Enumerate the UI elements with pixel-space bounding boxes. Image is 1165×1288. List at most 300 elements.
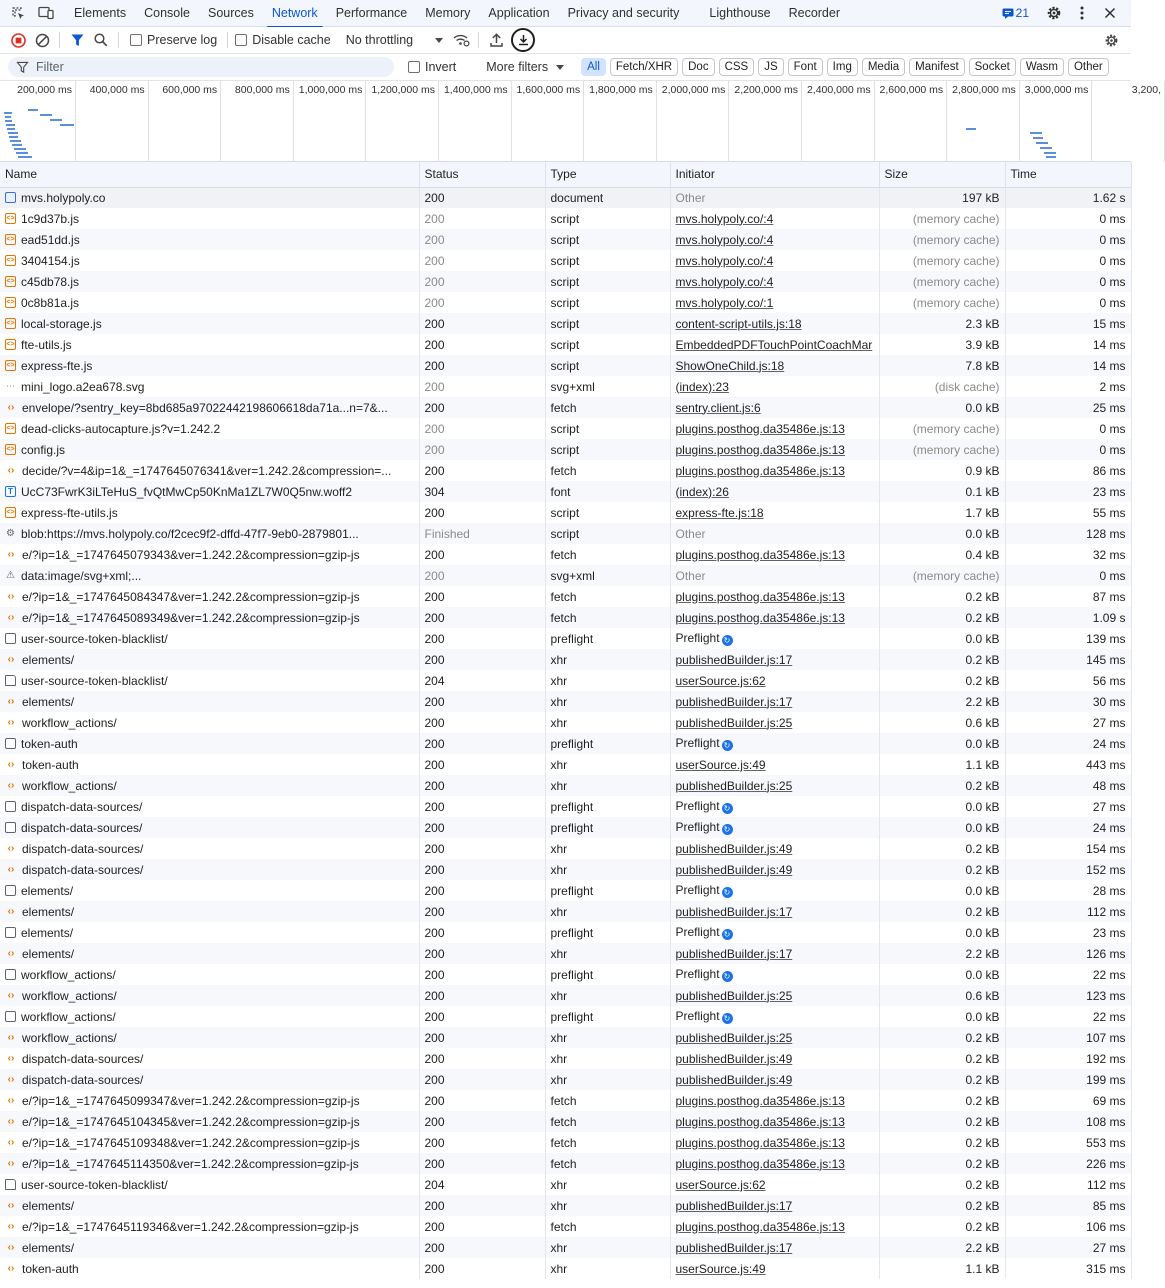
request-name: blob:https://mvs.holypoly.co/f2cec9f2-dffd-47f7-9eb0-2879801... [21,526,359,541]
table-row[interactable] [0,922,1131,943]
request-name: token-auth [22,757,79,772]
initiator-link[interactable]: plugins.posthog.da35486e.js:13 [675,1114,845,1129]
more-options-kebab-icon[interactable] [1071,2,1093,24]
cell-name[interactable] [0,1069,419,1090]
tab-console[interactable]: Console [144,6,190,20]
table-row[interactable] [0,271,1131,292]
cell-initiator[interactable] [670,1111,879,1132]
cell-name[interactable] [0,1048,419,1069]
initiator-text: Preflight [675,820,720,834]
table-row[interactable] [0,292,1131,313]
filter-chip-img[interactable]: Img [827,58,858,76]
cell-name[interactable] [0,712,419,733]
table-row[interactable] [0,964,1131,985]
tab-elements[interactable]: Elements [74,6,127,20]
preflight-globe-icon[interactable]: ↻ [722,887,733,898]
cell-name[interactable] [0,628,419,649]
device-toolbar-icon[interactable] [35,2,57,24]
cell-name[interactable] [0,733,419,754]
column-header-size[interactable]: Size [879,162,1005,187]
cell-initiator[interactable] [670,586,879,607]
filter-chip-wasm[interactable]: Wasm [1020,58,1064,76]
filter-chip-css[interactable]: CSS [719,58,755,76]
cell-name[interactable] [0,334,419,355]
table-row[interactable] [0,943,1131,964]
cell-initiator[interactable] [670,1069,879,1090]
cell-name[interactable] [0,943,419,964]
cell-initiator[interactable] [670,754,879,775]
cell-name[interactable] [0,1174,419,1195]
cell-size: (disk cache) [879,376,1005,397]
table-row[interactable] [0,838,1131,859]
table-row[interactable] [0,628,1131,649]
table-row[interactable] [0,229,1131,250]
cell-initiator[interactable] [670,943,879,964]
filter-chip-media[interactable]: Media [862,58,905,76]
filter-chip-other[interactable]: Other [1068,58,1109,76]
overview-request-bar [18,156,32,158]
throttling-value: No throttling [345,33,414,47]
initiator-link[interactable]: express-fte.js:18 [675,505,764,520]
initiator-link[interactable]: publishedBuilder.js:17 [675,694,793,709]
search-icon[interactable] [89,28,113,52]
cell-time: 23 ms [1005,481,1131,502]
initiator-link[interactable]: publishedBuilder.js:25 [675,778,793,793]
cell-status: 200 [419,985,545,1006]
cell-initiator[interactable] [670,985,879,1006]
cell-name[interactable] [0,523,419,544]
initiator-link[interactable]: publishedBuilder.js:17 [675,946,793,961]
cell-name[interactable] [0,796,419,817]
initiator-link[interactable]: sentry.client.js:6 [675,400,761,415]
cell-type: script [545,355,670,376]
initiator-link[interactable]: plugins.posthog.da35486e.js:13 [675,1135,845,1150]
initiator-link[interactable]: plugins.posthog.da35486e.js:13 [675,547,845,562]
request-name: mvs.holypoly.co [21,190,106,205]
cell-name[interactable] [0,229,419,250]
cell-name[interactable] [0,607,419,628]
cell-name[interactable] [0,502,419,523]
initiator-link[interactable]: publishedBuilder.js:25 [675,1030,793,1045]
table-row[interactable] [0,775,1131,796]
table-row[interactable] [0,1132,1131,1153]
table-row[interactable] [0,985,1131,1006]
disable-cache-checkbox[interactable] [235,33,331,47]
table-row[interactable] [0,1048,1131,1069]
inspect-element-icon[interactable] [7,2,29,24]
cell-size: (memory cache) [879,208,1005,229]
table-row[interactable] [0,1258,1131,1279]
cell-name[interactable] [0,901,419,922]
table-row[interactable] [0,208,1131,229]
cell-initiator[interactable] [670,208,879,229]
tab-memory[interactable]: Memory [425,6,471,20]
table-row[interactable] [0,439,1131,460]
generic-file-icon [5,1179,16,1190]
preflight-globe-icon[interactable]: ↻ [722,803,733,814]
cell-name[interactable] [0,481,419,502]
script-file-icon: <> [6,278,15,285]
table-row[interactable] [0,187,1131,208]
table-row[interactable] [0,1006,1131,1027]
overview-tick-label: 400,000 ms [89,84,145,96]
table-row[interactable] [0,1216,1131,1237]
tab-network[interactable]: Network [263,0,327,27]
cell-name[interactable] [0,1111,419,1132]
cell-initiator[interactable] [670,292,879,313]
cell-initiator[interactable] [670,1153,879,1174]
initiator-link[interactable]: userSource.js:49 [675,757,766,772]
settings-gear-icon[interactable] [1043,2,1065,24]
table-row[interactable] [0,901,1131,922]
cell-initiator[interactable] [670,691,879,712]
request-name: local-storage.js [21,316,102,331]
cell-size: 0.0 kB [879,817,1005,838]
cell-name[interactable] [0,817,419,838]
cell-time: 112 ms [1005,901,1131,922]
checkbox-box[interactable] [130,34,142,46]
initiator-link[interactable]: plugins.posthog.da35486e.js:13 [675,610,845,625]
cell-initiator[interactable] [670,418,879,439]
cell-initiator[interactable] [670,481,879,502]
column-header-time[interactable]: Time [1005,162,1131,187]
initiator-link[interactable]: plugins.posthog.da35486e.js:13 [675,1219,845,1234]
initiator-link[interactable]: (index):26 [675,484,729,499]
preflight-globe-icon[interactable]: ↻ [722,740,733,751]
table-row[interactable] [0,691,1131,712]
import-har-upload-icon[interactable] [484,28,508,52]
cell-name[interactable] [0,1027,419,1048]
initiator-link[interactable]: plugins.posthog.da35486e.js:13 [675,1156,845,1171]
overview-tick-label: 2,200,000 ms [734,84,798,96]
initiator-link[interactable]: plugins.posthog.da35486e.js:13 [675,463,845,478]
table-row[interactable] [0,397,1131,418]
cell-name[interactable] [0,859,419,880]
table-row[interactable] [0,607,1131,628]
cell-initiator[interactable] [670,901,879,922]
request-name: elements/ [22,946,75,961]
cell-time: 123 ms [1005,985,1131,1006]
cell-initiator[interactable] [670,271,879,292]
network-conditions-wifi-icon[interactable] [449,28,473,52]
table-row[interactable] [0,1111,1131,1132]
request-name: e/?ip=1&_=1747645119346&ver=1.242.2&compression=gzip-js [22,1219,359,1234]
cell-initiator[interactable] [670,838,879,859]
cell-name[interactable] [0,586,419,607]
cell-type: xhr [545,1195,670,1216]
filter-chip-doc[interactable]: Doc [682,58,714,76]
preflight-globe-icon[interactable]: ↻ [722,1013,733,1024]
cell-initiator[interactable] [670,1237,879,1258]
cell-type: svg+xml [545,376,670,397]
script-file-icon: <> [6,320,15,327]
table-row[interactable] [0,1090,1131,1111]
cell-initiator[interactable] [670,544,879,565]
column-header-initiator[interactable]: Initiator [670,162,879,187]
initiator-link[interactable]: mvs.holypoly.co/:4 [675,253,774,268]
cell-name[interactable] [0,292,419,313]
cell-initiator[interactable] [670,1216,879,1237]
cell-initiator[interactable] [670,313,879,334]
table-row[interactable] [0,481,1131,502]
cell-name[interactable] [0,1195,419,1216]
initiator-link[interactable]: publishedBuilder.js:49 [675,1051,793,1066]
table-row[interactable] [0,418,1131,439]
cell-name[interactable] [0,691,419,712]
cell-initiator[interactable] [670,334,879,355]
table-row[interactable] [0,712,1131,733]
cell-initiator[interactable] [670,649,879,670]
cell-initiator[interactable] [670,355,879,376]
table-row[interactable] [0,1027,1131,1048]
table-row[interactable] [0,1174,1131,1195]
download-ring [511,28,535,52]
cell-type: script [545,229,670,250]
cell-status: 200 [419,880,545,901]
cell-name[interactable] [0,964,419,985]
network-overview-timeline[interactable] [0,81,1161,162]
initiator-link[interactable]: mvs.holypoly.co/:4 [675,232,774,247]
initiator-link[interactable]: mvs.holypoly.co/:1 [675,295,774,310]
initiator-link[interactable]: publishedBuilder.js:25 [675,715,793,730]
initiator-link[interactable]: publishedBuilder.js:17 [675,1240,793,1255]
invert-checkbox[interactable] [408,60,456,74]
filter-chip-js[interactable]: JS [758,58,783,76]
table-row[interactable] [0,1195,1131,1216]
preserve-log-checkbox[interactable] [130,33,217,47]
cell-name[interactable] [0,250,419,271]
cell-name[interactable] [0,1237,419,1258]
initiator-link[interactable]: plugins.posthog.da35486e.js:13 [675,589,845,604]
cell-size: 197 kB [879,187,1005,208]
table-row[interactable] [0,355,1131,376]
column-header-status[interactable]: Status [419,162,545,187]
cell-initiator[interactable] [670,460,879,481]
tab-privacy-and-security[interactable]: Privacy and security [567,6,680,20]
preflight-globe-icon[interactable]: ↻ [722,824,733,835]
cell-initiator[interactable] [670,397,879,418]
cell-size: 0.2 kB [879,1195,1005,1216]
cell-status: 200 [419,859,545,880]
cell-initiator[interactable] [670,250,879,271]
initiator-link[interactable]: content-script-utils.js:18 [675,316,802,331]
tab-recorder[interactable]: Recorder [788,6,841,20]
table-row[interactable] [0,880,1131,901]
cell-initiator[interactable] [670,775,879,796]
preflight-globe-icon[interactable]: ↻ [722,929,733,940]
initiator-link[interactable]: publishedBuilder.js:25 [675,988,793,1003]
initiator-link[interactable]: (index):23 [675,379,729,394]
overview-tick-label: 1,800,000 ms [589,84,653,96]
overview-request-bar [50,119,62,121]
initiator-link[interactable]: EmbeddedPDFTouchPointCoachMar [675,337,873,352]
request-name: user-source-token-blacklist/ [21,1177,168,1192]
table-row[interactable] [0,565,1131,586]
cell-name[interactable] [0,1006,419,1027]
checkbox-box[interactable] [408,61,420,73]
initiator-text: Preflight [675,736,720,750]
table-row[interactable] [0,754,1131,775]
cell-status: 200 [419,313,545,334]
cell-name[interactable] [0,838,419,859]
cell-name[interactable] [0,670,419,691]
cell-name[interactable] [0,355,419,376]
preflight-globe-icon[interactable]: ↻ [722,635,733,646]
tab-performance[interactable]: Performance [335,6,408,20]
initiator-link[interactable]: publishedBuilder.js:17 [675,652,793,667]
table-row[interactable] [0,733,1131,754]
cell-status: 200 [419,1237,545,1258]
column-header-type[interactable]: Type [545,162,670,187]
cell-name[interactable] [0,397,419,418]
tab-lighthouse[interactable]: Lighthouse [709,6,771,20]
table-row[interactable] [0,313,1131,334]
more-filters-dropdown[interactable] [486,60,564,74]
cell-name[interactable] [0,880,419,901]
filter-chip-font[interactable]: Font [788,58,823,76]
initiator-link[interactable]: userSource.js:49 [675,1261,766,1276]
close-devtools-icon[interactable] [1099,2,1121,24]
initiator-link[interactable]: userSource.js:62 [675,673,766,688]
cell-type: preflight [545,796,670,817]
initiator-link[interactable]: publishedBuilder.js:49 [675,841,793,856]
table-row[interactable] [0,376,1131,397]
clear-log-icon[interactable] [30,28,54,52]
filter-chip-fetch-xhr[interactable]: Fetch/XHR [610,58,678,76]
cell-name[interactable] [0,754,419,775]
overview-request-bar [966,128,976,130]
request-name: dispatch-data-sources/ [22,1072,144,1087]
cell-name[interactable] [0,1216,419,1237]
cell-size: (memory cache) [879,439,1005,460]
cell-name[interactable] [0,208,419,229]
table-row[interactable] [0,586,1131,607]
initiator-link[interactable]: plugins.posthog.da35486e.js:13 [675,442,845,457]
table-row[interactable] [0,334,1131,355]
cell-initiator[interactable] [670,1258,879,1279]
cell-initiator[interactable] [670,1174,879,1195]
initiator-link[interactable]: mvs.holypoly.co/:4 [675,211,774,226]
stop-recording-icon[interactable] [6,28,30,52]
table-row[interactable] [0,670,1131,691]
cell-name[interactable] [0,544,419,565]
initiator-link[interactable]: publishedBuilder.js:49 [675,862,793,877]
cell-time: 128 ms [1005,523,1131,544]
cell-initiator[interactable] [670,229,879,250]
cell-type: preflight [545,1006,670,1027]
tab-sources[interactable]: Sources [207,6,254,20]
cell-name[interactable] [0,418,419,439]
cell-name[interactable] [0,649,419,670]
cell-name[interactable] [0,922,419,943]
cell-initiator[interactable] [670,1027,879,1048]
table-row[interactable] [0,796,1131,817]
table-row[interactable] [0,649,1131,670]
cell-initiator[interactable] [670,1090,879,1111]
initiator-text: Other [675,568,706,583]
table-row[interactable] [0,544,1131,565]
filter-funnel-icon[interactable] [65,28,89,52]
network-settings-gear-icon[interactable] [1099,28,1123,52]
cell-name[interactable] [0,1258,419,1279]
cell-initiator[interactable] [670,1048,879,1069]
cell-initiator[interactable] [670,712,879,733]
cell-name[interactable] [0,376,419,397]
cell-name[interactable] [0,313,419,334]
cell-initiator[interactable] [670,376,879,397]
cell-initiator[interactable] [670,670,879,691]
cell-initiator[interactable] [670,1132,879,1153]
cell-name[interactable] [0,439,419,460]
issues-counter[interactable] [1002,6,1029,20]
preserve-log-label: Preserve log [147,33,218,47]
throttling-select[interactable] [346,33,443,47]
cell-initiator[interactable] [670,439,879,460]
request-name: e/?ip=1&_=1747645089349&ver=1.242.2&compression=gzip-js [22,610,360,625]
cell-name[interactable] [0,775,419,796]
initiator-link[interactable]: ShowOneChild.js:18 [675,358,785,373]
tab-application[interactable]: Application [488,6,550,20]
initiator-link[interactable]: userSource.js:62 [675,1177,766,1192]
table-row[interactable] [0,502,1131,523]
cell-time: 192 ms [1005,1048,1131,1069]
table-row[interactable] [0,523,1131,544]
cell-name[interactable] [0,460,419,481]
table-row[interactable] [0,1153,1131,1174]
table-row[interactable] [0,1069,1131,1090]
filter-input[interactable] [8,57,394,77]
table-row[interactable] [0,817,1131,838]
initiator-link[interactable]: publishedBuilder.js:49 [675,1072,793,1087]
cell-initiator[interactable] [670,607,879,628]
filter-chip-socket[interactable]: Socket [969,58,1016,76]
cell-initiator [670,565,879,586]
initiator-link[interactable]: mvs.holypoly.co/:4 [675,274,774,289]
cell-name[interactable] [0,271,419,292]
filter-chip-all[interactable]: All [581,58,606,76]
checkbox-box[interactable] [235,34,247,46]
initiator-link[interactable]: publishedBuilder.js:17 [675,1198,793,1213]
initiator-link[interactable]: plugins.posthog.da35486e.js:13 [675,1093,845,1108]
cell-name[interactable] [0,1090,419,1111]
column-header-name[interactable]: Name [0,162,419,187]
cell-status: 200 [419,796,545,817]
filter-chip-manifest[interactable]: Manifest [909,58,964,76]
cell-initiator[interactable] [670,1195,879,1216]
cell-initiator[interactable] [670,502,879,523]
cell-name[interactable] [0,565,419,586]
cell-type: xhr [545,985,670,1006]
cell-time: 14 ms [1005,334,1131,355]
preflight-globe-icon[interactable]: ↻ [722,971,733,982]
initiator-link[interactable]: plugins.posthog.da35486e.js:13 [675,421,845,436]
export-har-download-icon[interactable] [511,28,535,52]
cell-name[interactable] [0,187,419,208]
table-row[interactable] [0,859,1131,880]
cell-time: 139 ms [1005,628,1131,649]
initiator-link[interactable]: publishedBuilder.js:17 [675,904,793,919]
table-header-row [0,162,1131,187]
table-row[interactable] [0,250,1131,271]
table-row[interactable] [0,1237,1131,1258]
cell-status: 200 [419,418,545,439]
cell-name[interactable] [0,1153,419,1174]
cell-name[interactable] [0,1132,419,1153]
fetch-xhr-icon: ‹› [7,653,15,665]
cell-initiator[interactable] [670,859,879,880]
cell-name[interactable] [0,985,419,1006]
table-row[interactable] [0,460,1131,481]
